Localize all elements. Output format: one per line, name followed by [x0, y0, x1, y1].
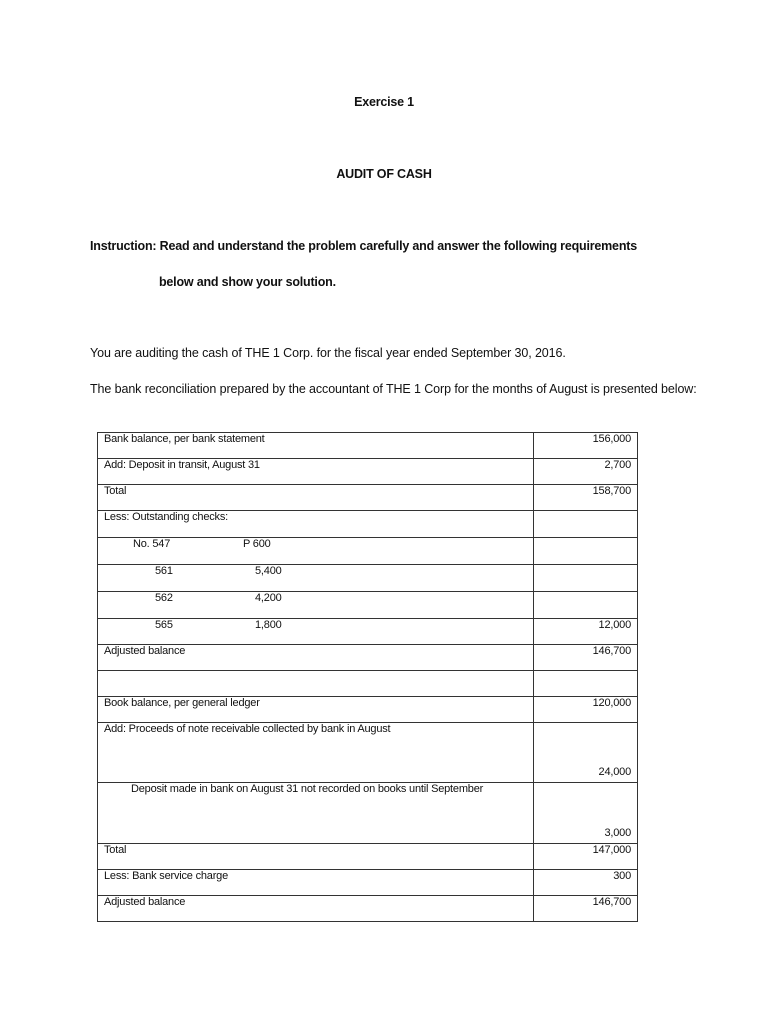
instruction-line-1: Instruction: Read and understand the problem carefully and answer the following requirements	[90, 239, 637, 253]
check-number: 562	[155, 592, 173, 604]
table-row	[98, 565, 638, 592]
row-amount: 120,000	[534, 697, 638, 723]
check-number: 561	[155, 565, 173, 577]
row-amount: 146,700	[534, 896, 638, 922]
row-label: Total	[98, 485, 534, 511]
table-row	[98, 723, 638, 783]
check-row	[98, 565, 534, 592]
check-value: 1,800	[255, 619, 282, 631]
check-number: No. 547	[133, 538, 171, 550]
table-row	[98, 697, 638, 723]
check-row	[98, 538, 534, 565]
blank-cell	[534, 671, 638, 697]
row-amount: 12,000	[534, 619, 638, 645]
blank-cell	[98, 671, 534, 697]
row-label: Adjusted balance	[98, 645, 534, 671]
check-value: 5,400	[255, 565, 282, 577]
row-amount: 24,000	[534, 723, 638, 783]
instruction-line-2: below and show your solution.	[159, 275, 336, 289]
table-row	[98, 645, 638, 671]
row-label: Less: Bank service charge	[98, 870, 534, 896]
row-label: Less: Outstanding checks:	[98, 511, 534, 538]
table-row	[98, 783, 638, 844]
check-value: P 600	[243, 538, 271, 550]
row-amount: 147,000	[534, 844, 638, 870]
row-label: Deposit made in bank on August 31 not recorded on books until September	[98, 783, 534, 844]
row-amount: 300	[534, 870, 638, 896]
table-row	[98, 459, 638, 485]
table-row	[98, 538, 638, 565]
topic-title: AUDIT OF CASH	[336, 167, 432, 181]
row-amount	[534, 538, 638, 565]
table-row	[98, 619, 638, 645]
row-amount: 158,700	[534, 485, 638, 511]
row-label: Add: Deposit in transit, August 31	[98, 459, 534, 485]
row-amount	[534, 565, 638, 592]
row-label: Add: Proceeds of note receivable collected by bank in August	[98, 723, 534, 783]
table-row	[98, 592, 638, 619]
row-label: Adjusted balance	[98, 896, 534, 922]
row-amount	[534, 592, 638, 619]
table-row	[98, 511, 638, 538]
check-number: 565	[155, 619, 173, 631]
exercise-title: Exercise 1	[354, 95, 414, 109]
row-label: Book balance, per general ledger	[98, 697, 534, 723]
row-amount: 2,700	[534, 459, 638, 485]
table-row	[98, 485, 638, 511]
row-amount: 3,000	[534, 783, 638, 844]
intro-paragraph-2: The bank reconciliation prepared by the accountant of THE 1 Corp for the months of August is presented below:	[90, 382, 697, 396]
row-amount: 156,000	[534, 433, 638, 459]
row-label: Total	[98, 844, 534, 870]
row-label: Bank balance, per bank statement	[98, 433, 534, 459]
row-amount: 146,700	[534, 645, 638, 671]
table-row	[98, 896, 638, 922]
check-row	[98, 619, 534, 645]
intro-paragraph-1: You are auditing the cash of THE 1 Corp. for the fiscal year ended September 30, 2016.	[90, 346, 566, 360]
row-amount	[534, 511, 638, 538]
table-row-blank	[98, 671, 638, 697]
table-row	[98, 433, 638, 459]
check-value: 4,200	[255, 592, 282, 604]
check-row	[98, 592, 534, 619]
bank-reconciliation-table	[97, 432, 638, 922]
table-row	[98, 844, 638, 870]
table-row	[98, 870, 638, 896]
